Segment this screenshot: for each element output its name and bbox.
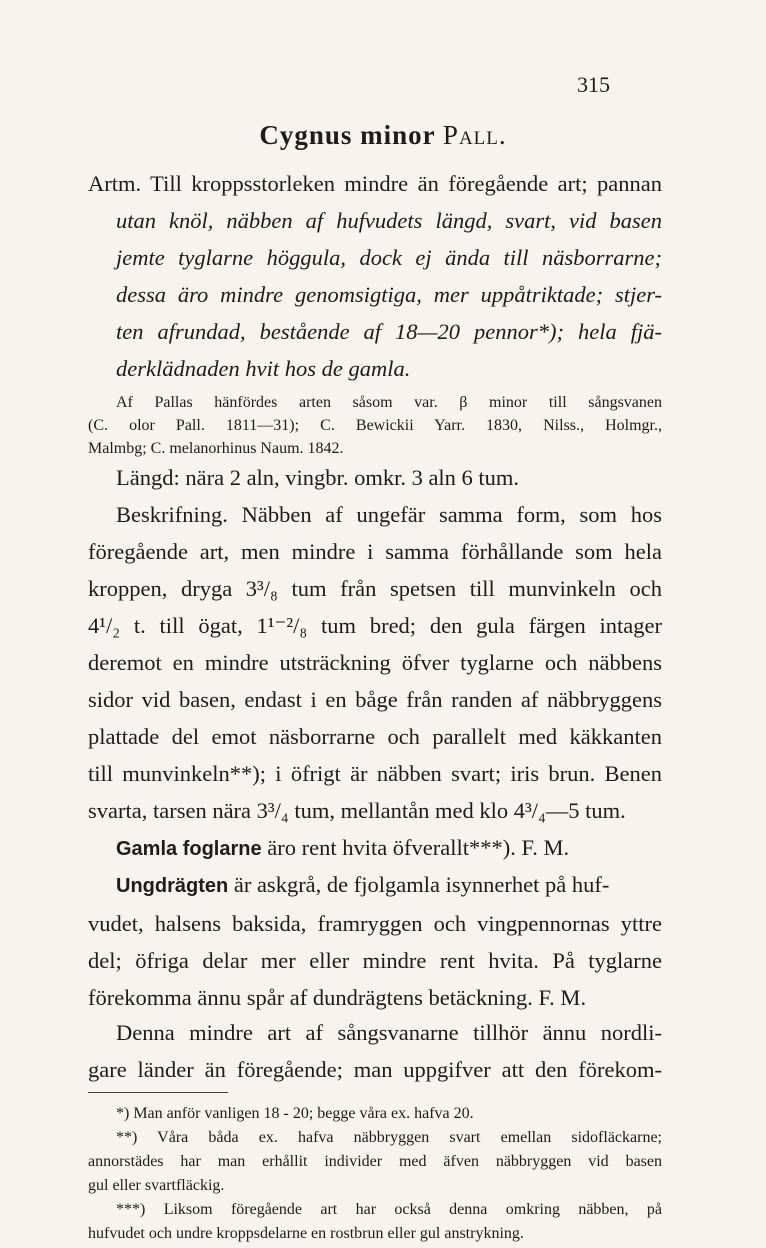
- description-line: kroppen, dryga 3³/₈ tum från spetsen till munvinkeln och: [88, 576, 662, 601]
- footnote-line: annorstädes har man erhållit individer med äfven näbbryggen vid basen: [88, 1153, 662, 1170]
- footnotes: [88, 1102, 662, 1246]
- adults-label: Gamla foglarne: [116, 838, 262, 860]
- juvenile-line: vudet, halsens baksida, framryggen och vingpennornas yttre: [88, 911, 662, 936]
- distribution-line: gare länder än föregående; man uppgifver att den förekom-: [88, 1057, 662, 1082]
- footnote-line: **) Våra båda ex. hafva näbbryggen svart emellan sidofläckarne;: [116, 1129, 662, 1146]
- diagnosis-line: jemte tyglarne höggula, dock ej ända till näsborrarne;: [116, 245, 662, 270]
- description-line: plattade del emot näsborrarne och parallelt med käkkanten: [88, 724, 662, 749]
- description-line: 4¹/₂ t. till ögat, 1¹⁻²/₈ tum bred; den gula färgen intager: [88, 613, 662, 638]
- synonymy: [88, 391, 662, 460]
- juvenile-label: Ungdrägten: [116, 875, 229, 897]
- footnote-rule: [88, 1092, 228, 1093]
- length-line: Längd: nära 2 aln, vingbr. omkr. 3 aln 6 tum.: [116, 465, 520, 490]
- description-line: föregående art, men mindre i samma förhållande som hela: [88, 539, 662, 564]
- page-number: 315: [577, 72, 610, 97]
- synonymy-line: (C. olor Pall. 1811—31); C. Bewickii Yarr. 1830, Nilss., Holmgr.,: [88, 417, 662, 434]
- distribution-line: Denna mindre art af sångsvanarne tillhör ännu nordli-: [116, 1020, 662, 1045]
- juvenile-line: förekomma ännu spår af dundrägtens betäckning. F. M.: [88, 985, 587, 1010]
- length-paragraph: [88, 459, 662, 496]
- description-line: Beskrifning. Näbben af ungefär samma form, som hos: [116, 502, 662, 527]
- adults-line: [88, 829, 662, 868]
- species-author: Pall.: [442, 120, 507, 150]
- distribution-paragraph: [88, 1014, 662, 1088]
- juvenile-line: del; öfriga delar mer eller mindre rent hvita. På tyglarne: [88, 948, 662, 973]
- footnote-line: hufvudet och undre kroppsdelarne en rostbrun eller gul anstrykning.: [88, 1225, 524, 1242]
- diagnosis: [88, 165, 662, 387]
- diagnosis-line: ten afrundad, bestående af 18—20 pennor*); hela fjä-: [116, 319, 662, 344]
- adults-text: äro rent hvita öfverallt***). F. M.: [267, 835, 570, 860]
- footnote-line: ***) Liksom föregående art har också denna omkring näbben, på: [116, 1201, 662, 1218]
- diagnosis-line: derklädnaden hvit hos de gamla.: [116, 356, 411, 381]
- juvenile-paragraph: [88, 866, 662, 1016]
- description-line: deremot en mindre utsträckning öfver tyglarne och näbbens: [88, 650, 662, 675]
- footnote-line: gul eller svartfläckig.: [88, 1177, 225, 1194]
- diagnosis-line: utan knöl, näbben af hufvudets längd, svart, vid basen: [116, 208, 662, 233]
- description-line: svarta, tarsen nära 3³/₄ tum, mellantån med klo 4³/₄—5 tum.: [88, 798, 626, 823]
- adults-paragraph: [88, 829, 662, 868]
- synonymy-line: Af Pallas hänfördes arten såsom var. β minor till sångsvanen: [116, 394, 662, 411]
- species-name: Cygnus minor: [259, 120, 436, 150]
- juvenile-line: [88, 866, 662, 905]
- footnote-line: *) Man anför vanligen 18 - 20; begge våra ex. hafva 20.: [116, 1105, 474, 1122]
- juvenile-text: är askgrå, de fjolgamla isynnerhet på huf-: [233, 872, 610, 897]
- species-heading: [0, 120, 766, 151]
- description-paragraph: [88, 496, 662, 829]
- description-line: sidor vid basen, endast i en båge från randen af näbbryggens: [88, 687, 662, 712]
- diagnosis-line: dessa äro mindre genomsigtiga, mer uppåtriktade; stjer-: [116, 282, 662, 307]
- synonymy-line: Malmbg; C. melanorhinus Naum. 1842.: [88, 440, 344, 457]
- description-line: till munvinkeln**); i öfrigt är näbben svart; iris brun. Benen: [88, 761, 662, 786]
- diagnosis-line: Artm. Till kroppsstorleken mindre än föregående art; pannan: [88, 171, 662, 196]
